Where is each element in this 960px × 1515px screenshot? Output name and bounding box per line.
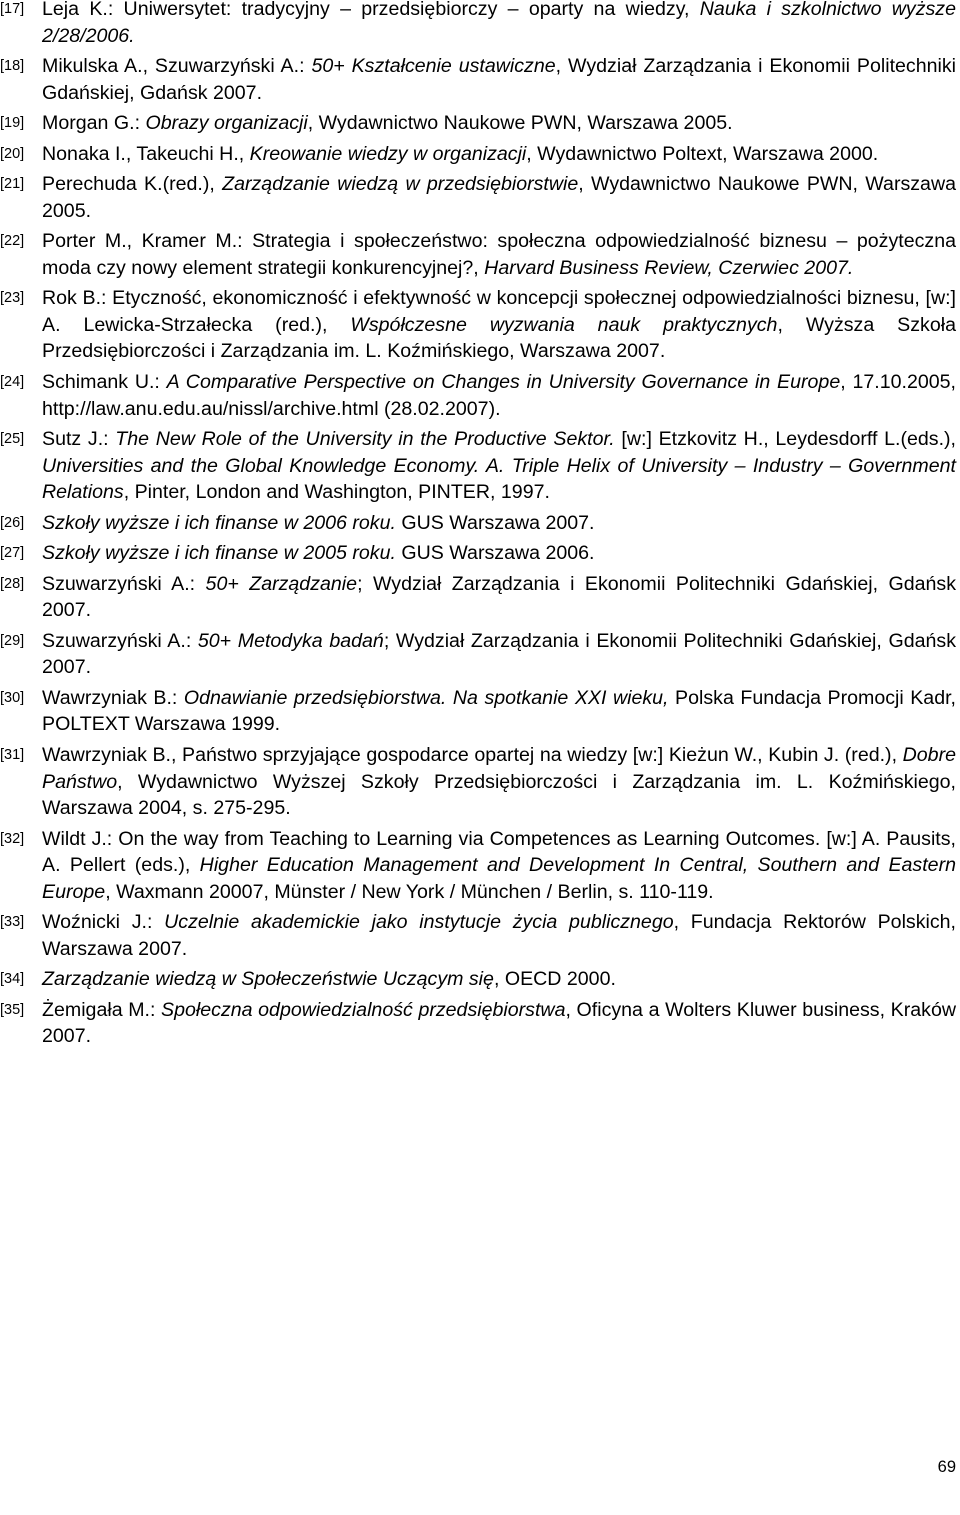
- reference-text: [w:] Etzkovitz H., Leydesdorff L.(eds.),: [614, 428, 956, 451]
- reference-text: Schimank U.:: [42, 370, 167, 393]
- reference-text: , Pinter, London and Washington, PINTER, 1997.: [123, 481, 550, 504]
- reference-text: , OECD 2000.: [493, 968, 616, 991]
- reference-number: [19]: [0, 115, 25, 132]
- reference-number: [33]: [0, 914, 25, 931]
- reference-title-text: A Comparative Perspective on Changes in University Governance in Europe: [166, 370, 841, 393]
- reference-title-text: Higher Education Management and Development In Central, Southern and Eastern Europe: [42, 854, 956, 903]
- reference-number: [26]: [0, 514, 25, 531]
- reference-entry: [0, 510, 956, 537]
- page-number: 69: [937, 1458, 956, 1476]
- reference-number: [31]: [0, 746, 25, 763]
- reference-number: [17]: [0, 1, 25, 17]
- reference-number: [28]: [0, 575, 25, 592]
- reference-number: [21]: [0, 176, 25, 193]
- reference-text: Polska Fundacja Promocji Kadr, POLTEXT Warszawa 1999.: [42, 686, 956, 736]
- reference-number: [25]: [0, 431, 25, 448]
- reference-title-text: 50+ Metodyka badań: [197, 629, 384, 652]
- reference-entry: [0, 826, 956, 906]
- reference-entry: [0, 53, 956, 106]
- reference-entry: [0, 997, 956, 1050]
- reference-text: , Fundacja Rektorów Polskich, Warszawa 2007.: [42, 911, 957, 960]
- reference-title-text: Zarządzanie wiedzą w przedsiębiorstwie: [222, 173, 579, 196]
- reference-entry: [0, 171, 956, 224]
- reference-text: , Waxmann 20007, Münster / New York / München / Berlin, s. 110-119.: [105, 880, 714, 903]
- reference-text: GUS Warszawa 2007.: [395, 511, 595, 534]
- reference-title-text: Dobre Państwo: [42, 743, 956, 793]
- reference-text: Nonaka I., Takeuchi H.,: [42, 142, 250, 165]
- reference-text: , Wydział Zarządzania i Ekonomii Politechniki Gdańskiej, Gdańsk 2007.: [42, 55, 957, 104]
- reference-title-text: Universities and the Global Knowledge Economy. A. Triple Helix of University – Industry – Government Relations: [42, 454, 956, 504]
- reference-text: , Oficyna a Wolters Kluwer business, Kraków 2007.: [42, 998, 956, 1048]
- reference-entry: [0, 628, 956, 681]
- reference-text: Mikulska A., Szuwarzyński A.:: [42, 55, 312, 78]
- reference-number: [35]: [0, 1001, 25, 1018]
- reference-text: , Wydawnictwo Poltext, Warszawa 2000.: [526, 142, 879, 165]
- reference-entry: [0, 369, 956, 422]
- reference-title-text: Uczelnie akademickie jako instytucje życia publicznego: [164, 911, 674, 934]
- reference-entry: [0, 426, 956, 506]
- reference-text: , 17.10.2005, http://law.anu.edu.au/nissl/archive.html (28.02.2007).: [42, 370, 956, 420]
- reference-entry: [0, 285, 956, 365]
- reference-entry: [0, 966, 956, 993]
- reference-title-text: Współczesne wyzwania nauk praktycznych: [350, 313, 778, 336]
- reference-entry: [0, 0, 956, 49]
- reference-text: Woźnicki J.:: [42, 911, 165, 934]
- reference-text: Żemigała M.:: [42, 998, 162, 1021]
- reference-number: [34]: [0, 971, 25, 988]
- reference-entry: [0, 141, 956, 168]
- reference-title-text: Zarządzanie wiedzą w Społeczeństwie Uczącym się: [42, 968, 494, 991]
- reference-number: [18]: [0, 58, 25, 75]
- reference-text: , Wydawnictwo Wyższej Szkoły Przedsiębiorczości i Zarządzania im. L. Koźmińskiego, Warszawa 2004, s. 275-295.: [42, 770, 956, 820]
- reference-text: Morgan G.:: [42, 112, 146, 135]
- reference-number: [30]: [0, 689, 25, 706]
- reference-title-text: Nauka i szkolnictwo wyższe 2/28/2006.: [42, 0, 956, 47]
- reference-text: Sutz J.:: [42, 428, 116, 451]
- reference-text: Wildt J.: On the way from Teaching to Learning via Competences as Learning Outcomes. [w:] A. Pausits, A. Pellert (eds.),: [42, 827, 956, 877]
- reference-entry: [0, 110, 956, 137]
- reference-title-text: Kreowanie wiedzy w organizacji: [249, 142, 527, 165]
- reference-text: GUS Warszawa 2006.: [395, 542, 595, 565]
- reference-entry: [0, 571, 956, 624]
- reference-text: , Wydawnictwo Naukowe PWN, Warszawa 2005.: [307, 112, 733, 135]
- reference-entry: [0, 909, 956, 962]
- reference-entry: [0, 540, 956, 567]
- reference-text: Wawrzyniak B.:: [42, 686, 184, 709]
- reference-title-text: Obrazy organizacji: [145, 112, 308, 135]
- reference-title-text: Odnawianie przedsiębiorstwa. Na spotkanie XXI wieku,: [183, 686, 669, 709]
- reference-number: [32]: [0, 830, 25, 847]
- reference-title-text: 50+ Kształcenie ustawiczne: [311, 55, 556, 78]
- reference-text: Porter M., Kramer M.: Strategia i społeczeństwo: społeczna odpowiedzialność biznesu – pożyteczna moda czy nowy element strategii konkurencyjnej?,: [42, 230, 956, 279]
- reference-entry: [0, 742, 956, 822]
- reference-number: [23]: [0, 290, 25, 307]
- reference-entry: [0, 228, 956, 281]
- reference-text: Wawrzyniak B., Państwo sprzyjające gospodarce opartej na wiedzy [w:] Kieżun W., Kubin J. (red.),: [42, 743, 903, 766]
- reference-number: [22]: [0, 233, 25, 250]
- reference-title-text: Szkoły wyższe i ich finanse w 2005 roku.: [42, 542, 396, 565]
- reference-text: , Wyższa Szkoła Przedsiębiorczości i Zarządzania im. L. Koźmińskiego, Warszawa 2007.: [42, 313, 956, 363]
- reference-text: , Wydawnictwo Naukowe PWN, Warszawa 2005.: [42, 173, 957, 222]
- reference-entry: [0, 685, 956, 738]
- reference-text: Rok B.: Etyczność, ekonomiczność i efektywność w koncepcji społecznej odpowiedzialności biznesu, [w:] A. Lewicka-Strzałecka (red.),: [42, 287, 956, 336]
- reference-text: ; Wydział Zarządzania i Ekonomii Politechniki Gdańskiej, Gdańsk 2007.: [42, 629, 956, 679]
- reference-text: Szuwarzyński A.:: [42, 629, 198, 652]
- reference-title-text: The New Role of the University in the Productive Sektor.: [115, 428, 615, 451]
- reference-title-text: Społeczna odpowiedzialność przedsiębiorstwa: [161, 998, 566, 1021]
- reference-number: [20]: [0, 145, 25, 162]
- reference-title-text: Harvard Business Review, Czerwiec 2007.: [484, 256, 854, 279]
- reference-text: Szuwarzyński A.:: [42, 572, 206, 595]
- reference-number: [29]: [0, 632, 25, 649]
- reference-title-text: 50+ Zarządzanie: [205, 572, 358, 595]
- reference-text: ; Wydział Zarządzania i Ekonomii Politechniki Gdańskiej, Gdańsk 2007.: [42, 572, 956, 622]
- reference-text: Perechuda K.(red.),: [42, 173, 223, 196]
- reference-number: [27]: [0, 545, 25, 562]
- reference-number: [24]: [0, 373, 25, 390]
- reference-title-text: Szkoły wyższe i ich finanse w 2006 roku.: [42, 511, 396, 534]
- reference-text: Leja K.: Uniwersytet: tradycyjny – przedsiębiorczy – oparty na wiedzy,: [42, 0, 700, 20]
